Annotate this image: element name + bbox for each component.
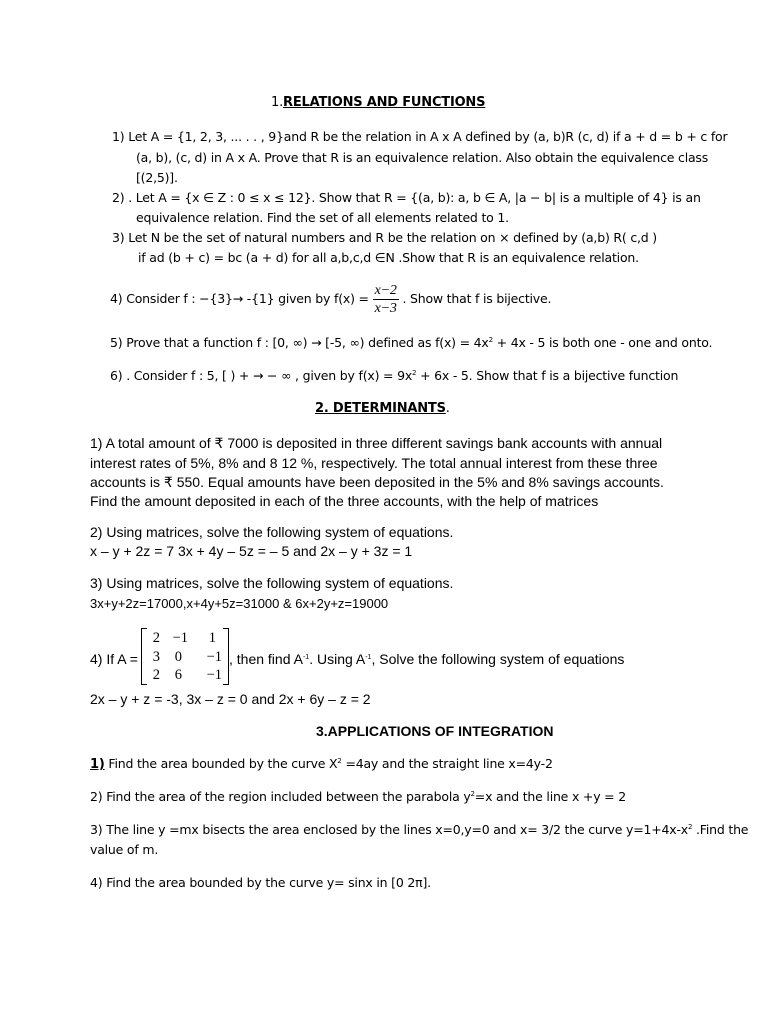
matrix-cell: 6 bbox=[174, 667, 182, 683]
int-q1-number: 1) bbox=[90, 757, 105, 772]
superscript: -1 bbox=[302, 654, 310, 661]
matrix-cell: 2 bbox=[152, 630, 160, 646]
q4-line bbox=[110, 281, 551, 317]
det-q1-line-2: interest rates of 5%, 8% and 8 12 %, respectively. The total annual interest from these three bbox=[90, 455, 658, 471]
q3-line-2: if ad (b + c) = bc (a + d) for all a,b,c,d ∈N .Show that R is an equivalence relation. bbox=[138, 250, 639, 265]
det-q1-line-1: 1) A total amount of ₹ 7000 is deposited in three different savings bank accounts with annual bbox=[90, 435, 663, 451]
q6-line bbox=[110, 368, 678, 383]
matrix-cell: 0 bbox=[174, 649, 182, 665]
q2-line-1: 2) . Let A = {x ∈ Z : 0 ≤ x ≤ 12}. Show that R = {(a, b): a, b ∈ A, |a − b| is a multiple of 4} is an bbox=[112, 190, 701, 205]
det-q3-line-2: 3x+y+2z=17000,x+4y+5z=31000 & 6x+2y+z=19000 bbox=[90, 596, 389, 611]
det-q4-text bbox=[229, 651, 624, 667]
int-q4-line: 4) Find the area bounded by the curve y= sinx in [0 2π]. bbox=[90, 875, 431, 890]
fraction-denominator: x−3 bbox=[374, 301, 397, 316]
q4-text-a: , then find A bbox=[229, 651, 303, 667]
section-1-number: 1. bbox=[271, 95, 284, 110]
matrix-cell: −1 bbox=[206, 667, 222, 683]
det-q1-line-4: Find the amount deposited in each of the three accounts, with the help of matrices bbox=[90, 493, 599, 509]
q6-text-post: + 6x - 5. Show that f is a bijective function bbox=[416, 368, 679, 383]
superscript: 2 bbox=[412, 369, 417, 377]
det-q4-line-2: 2x – y + z = -3, 3x – z = 0 and 2x + 6y – z = 2 bbox=[90, 691, 371, 707]
q1-line-2: (a, b), (c, d) in A x A. Prove that R is an equivalence relation. Also obtain the equivalence class bbox=[136, 150, 709, 165]
q1-line-3: [(2,5)]. bbox=[136, 170, 178, 185]
section-1-title: RELATIONS AND FUNCTIONS bbox=[283, 95, 486, 110]
section-2-heading bbox=[315, 401, 450, 416]
matrix-a bbox=[141, 628, 229, 685]
det-q2-line-1: 2) Using matrices, solve the following system of equations. bbox=[90, 524, 454, 540]
section-3-heading: 3.APPLICATIONS OF INTEGRATION bbox=[316, 723, 554, 739]
q5-line bbox=[110, 335, 712, 350]
int-q3-text-a: 3) The line y =mx bisects the area enclosed by the lines x=0,y=0 and x= 3/2 the curve y=1+4x-x bbox=[90, 822, 688, 837]
q3-line-1: 3) Let N be the set of natural numbers and R be the relation on × defined by (a,b) R( c,d ) bbox=[112, 230, 657, 245]
superscript: 2 bbox=[470, 790, 475, 798]
fraction bbox=[373, 282, 399, 317]
det-q1-line-3: accounts is ₹ 550. Equal amounts have been deposited in the 5% and 8% savings accounts. bbox=[90, 474, 664, 490]
int-q1-text-a: Find the area bounded by the curve X bbox=[104, 756, 338, 771]
q4-text-c: , Solve the following system of equations bbox=[371, 651, 625, 667]
fraction-numerator: x−2 bbox=[374, 283, 397, 298]
superscript: -1 bbox=[365, 654, 372, 661]
q1-line-1: 1) Let A = {1, 2, 3, ... . . , 9}and R be the relation in A x A defined by (a, b)R (c, d) if a + d = b + c for bbox=[112, 129, 728, 144]
q4-text-b: . Using A bbox=[309, 651, 366, 667]
superscript: 2 bbox=[687, 823, 693, 831]
matrix-cell: 3 bbox=[152, 649, 160, 665]
matrix-cell: −1 bbox=[206, 649, 222, 665]
int-q2-line bbox=[90, 789, 626, 804]
det-q2-line-2: x – y + 2z = 7 3x + 4y – 5z = – 5 and 2x – y + 3z = 1 bbox=[90, 543, 413, 559]
int-q2-text-b: =x and the line x +y = 2 bbox=[474, 789, 626, 804]
q2-line-2: equivalence relation. Find the set of all elements related to 1. bbox=[136, 210, 509, 225]
int-q1-text-b: =4ay and the straight line x=4y-2 bbox=[341, 756, 553, 771]
q6-text-pre: 6) . Consider f : 5, [ ) + → − ∞ , given by f(x) = 9x bbox=[110, 368, 413, 383]
superscript: 2 bbox=[337, 757, 342, 765]
q5-text-pre: 5) Prove that a function f : [0, ∞) → [-5, ∞) defined as f(x) = 4x bbox=[110, 335, 489, 350]
q4-text-post: . Show that f is bijective. bbox=[402, 291, 552, 306]
det-q3-line-1: 3) Using matrices, solve the following system of equations. bbox=[90, 575, 454, 591]
q5-text-post: + 4x - 5 is both one - one and onto. bbox=[492, 335, 713, 350]
det-q4-label: 4) If A = bbox=[90, 651, 138, 667]
section-2-dot: . bbox=[445, 401, 450, 416]
int-q3-line-2: value of m. bbox=[90, 842, 159, 857]
section-1-heading bbox=[271, 95, 485, 110]
superscript: 2 bbox=[488, 336, 493, 344]
matrix-cell: 2 bbox=[152, 667, 160, 683]
int-q2-text-a: 2) Find the area of the region included between the parabola y bbox=[90, 789, 471, 804]
section-2-title: 2. DETERMINANTS bbox=[315, 401, 446, 416]
matrix-cell: −1 bbox=[172, 630, 188, 646]
int-q3-text-b: .Find the bbox=[692, 822, 749, 837]
q4-text-pre: 4) Consider f : −{3}→ -{1} given by f(x) = bbox=[110, 291, 369, 306]
int-q3-line-1 bbox=[90, 822, 748, 837]
int-q1-line bbox=[90, 756, 553, 772]
matrix-cell: 1 bbox=[208, 630, 216, 646]
